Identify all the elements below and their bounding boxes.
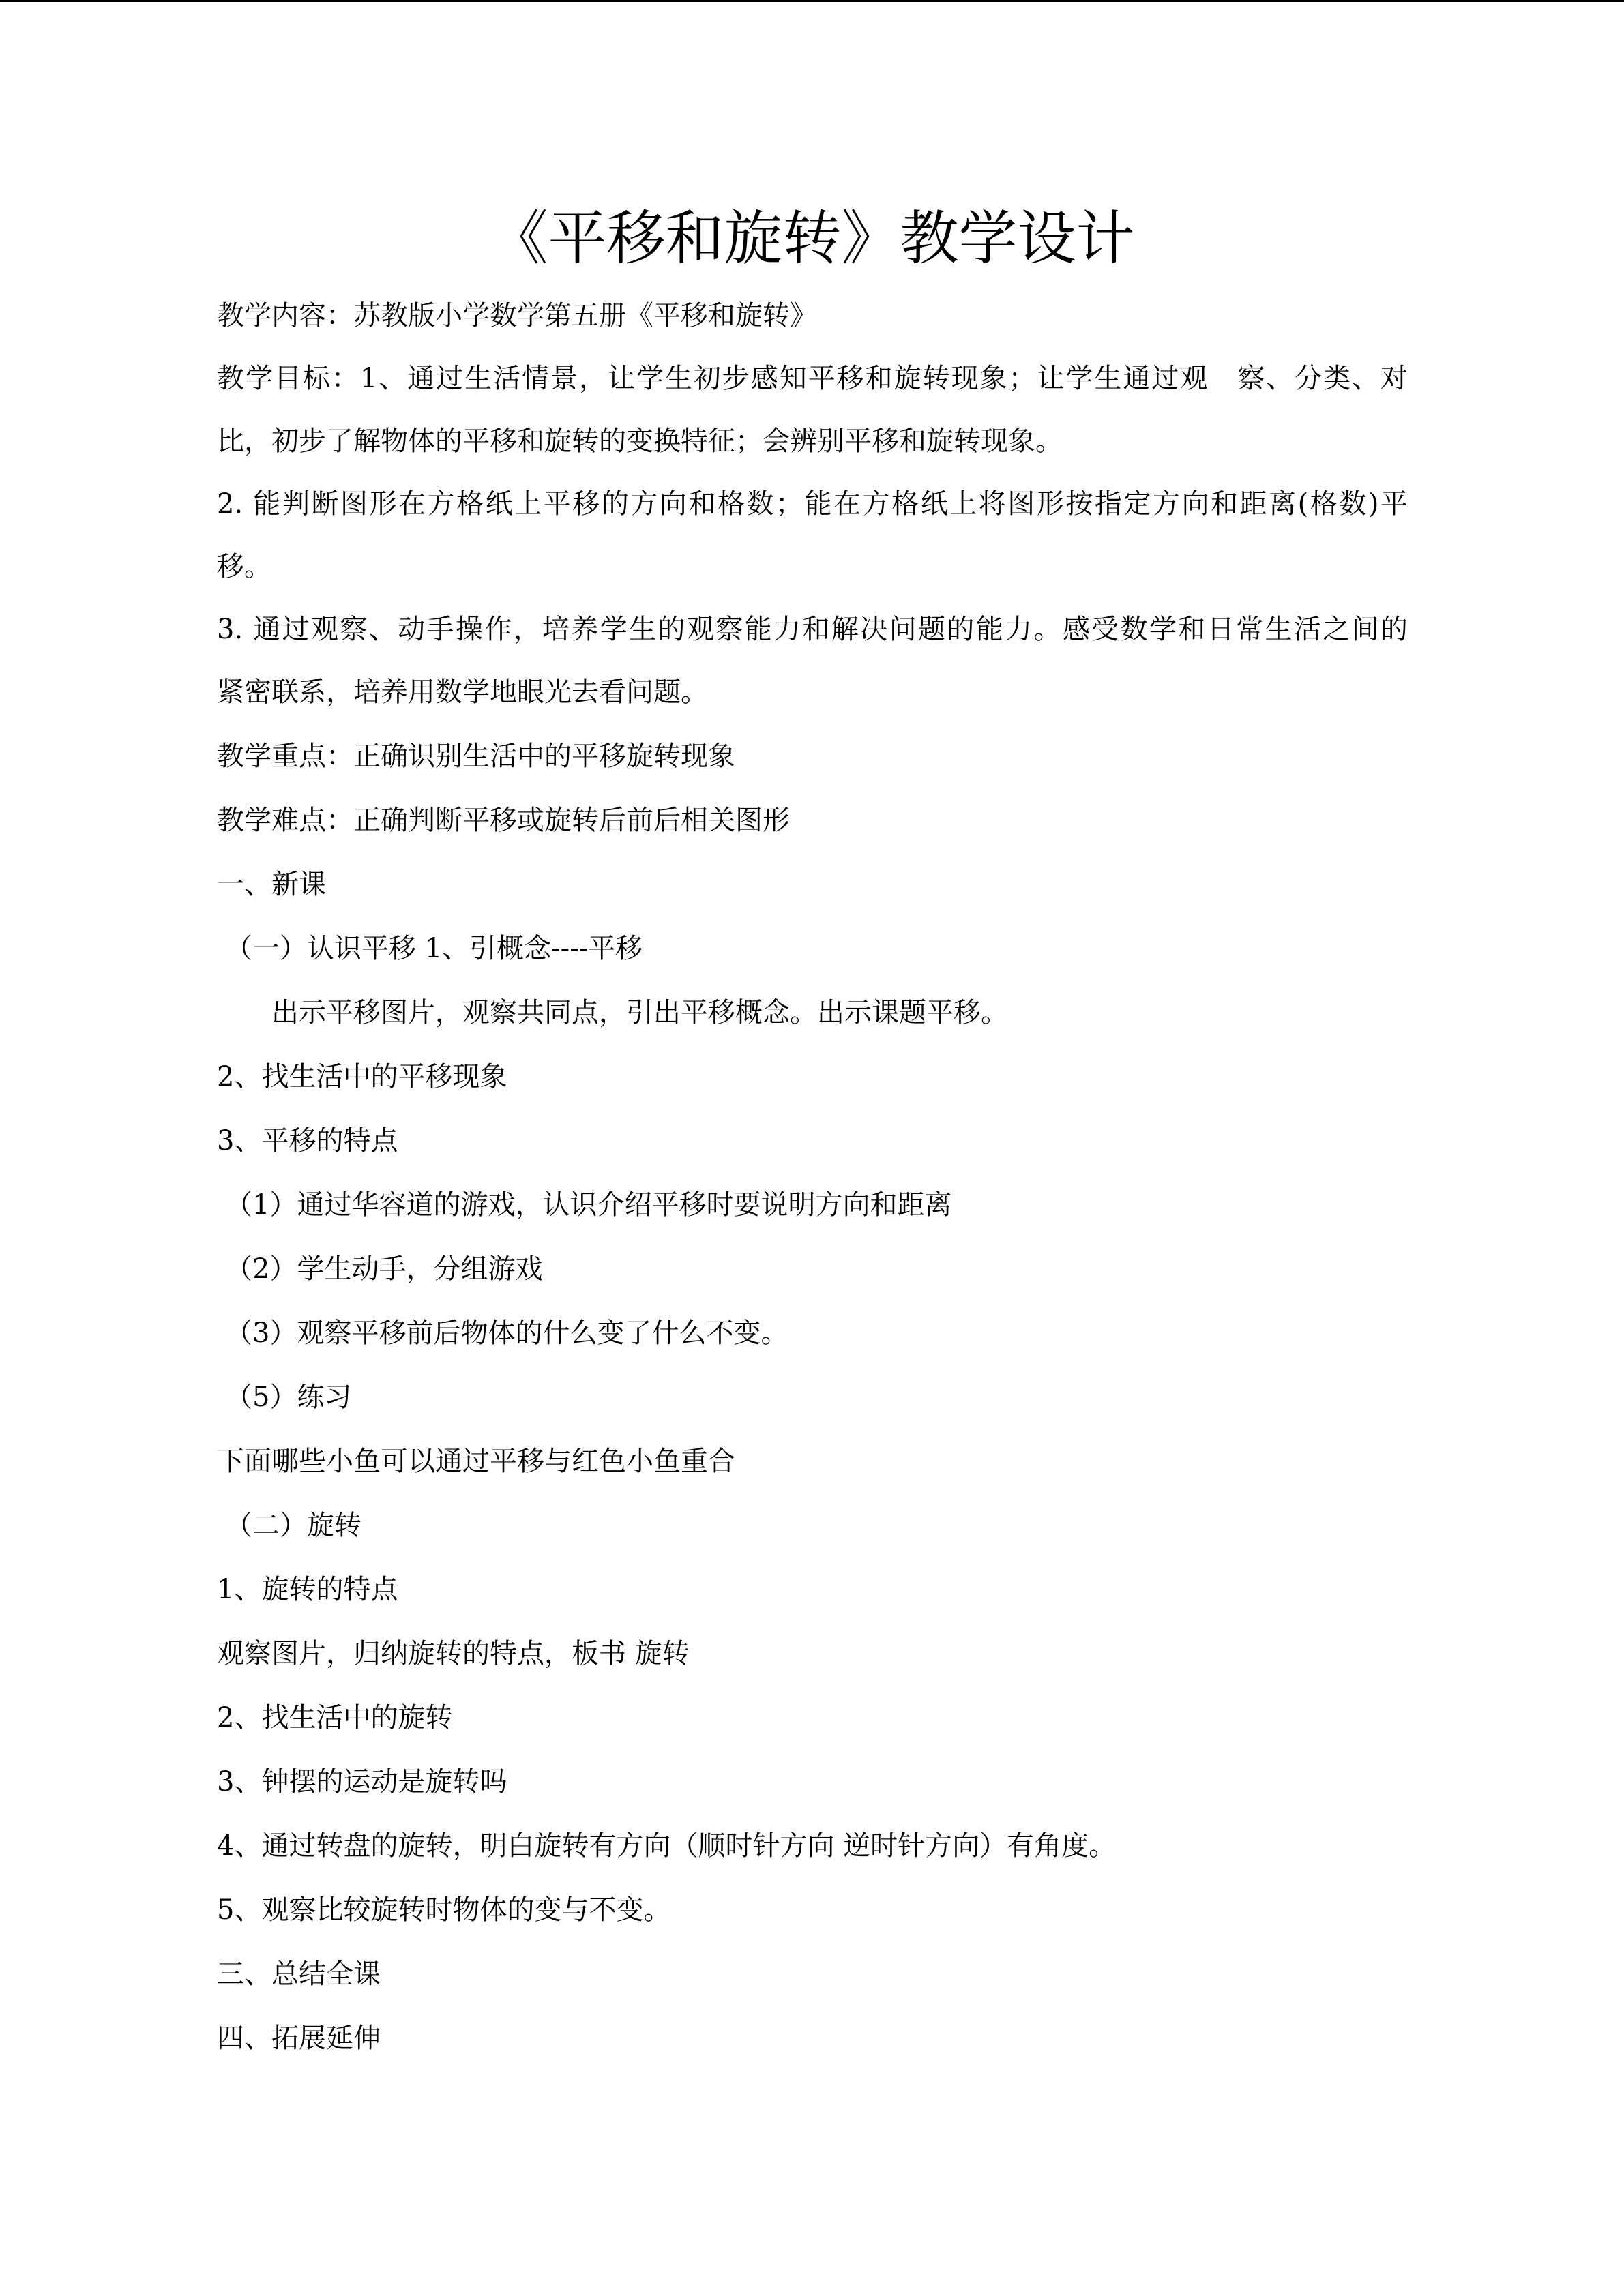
list-item: 观察图片，归纳旋转的特点，板书 旋转: [217, 1638, 690, 1669]
list-item: 3、钟摆的运动是旋转吗: [217, 1766, 507, 1798]
objective-2-line-2: 移。: [217, 551, 271, 582]
list-item: （3）观察平移前后物体的什么变了什么不变。: [225, 1317, 788, 1349]
list-item: 3、平移的特点: [217, 1125, 398, 1157]
subsection-heading: （二）旋转: [225, 1510, 361, 1541]
key-point-line: 教学重点：正确识别生活中的平移旋转现象: [217, 741, 735, 772]
difficulty-line: 教学难点：正确判断平移或旋转后前后相关图形: [217, 805, 790, 836]
list-item: 2、找生活中的平移现象: [217, 1061, 507, 1092]
objective-line-2: 比，初步了解物体的平移和旋转的变换特征；会辨别平移和旋转现象。: [217, 426, 1063, 457]
list-item: （1）通过华容道的游戏，认识介绍平移时要说明方向和距离: [225, 1189, 952, 1221]
section-heading: 一、新课: [217, 869, 326, 900]
objective-2-line-1: 2. 能判断图形在方格纸上平移的方向和格数；能在方格纸上将图形按指定方向和距离(格数)平: [217, 488, 1408, 520]
section-heading: 三、总结全课: [217, 1958, 381, 1990]
list-item: 下面哪些小鱼可以通过平移与红色小鱼重合: [217, 1446, 735, 1477]
list-item: 1、旋转的特点: [217, 1574, 398, 1605]
list-item: （2）学生动手，分组游戏: [225, 1253, 543, 1285]
page-top-border: [0, 0, 1624, 2]
list-item: （5）练习: [225, 1382, 352, 1413]
section-heading: 四、拓展延伸: [217, 2023, 381, 2054]
list-item: 2、找生活中的旋转: [217, 1702, 453, 1733]
subsection-heading: （一）认识平移 1、引概念----平移: [225, 933, 643, 964]
objective-3-line-1: 3. 通过观察、动手操作，培养学生的观察能力和解决问题的能力。感受数学和日常生活之间的: [217, 614, 1408, 645]
list-item: 4、通过转盘的旋转，明白旋转有方向（顺时针方向 逆时针方向）有角度。: [217, 1830, 1117, 1862]
list-item: 出示平移图片，观察共同点，引出平移概念。出示课题平移。: [271, 997, 1008, 1028]
list-item: 5、观察比较旋转时物体的变与不变。: [217, 1894, 671, 1926]
objective-3-line-2: 紧密联系，培养用数学地眼光去看问题。: [217, 676, 708, 708]
objective-line-1: 教学目标：1、通过生活情景，让学生初步感知平移和旋转现象；让学生通过观 察、分类、对: [217, 363, 1408, 394]
teaching-content-line: 教学内容：苏教版小学数学第五册《平移和旋转》: [217, 300, 817, 331]
document-title: 《平移和旋转》教学设计: [489, 205, 1135, 273]
